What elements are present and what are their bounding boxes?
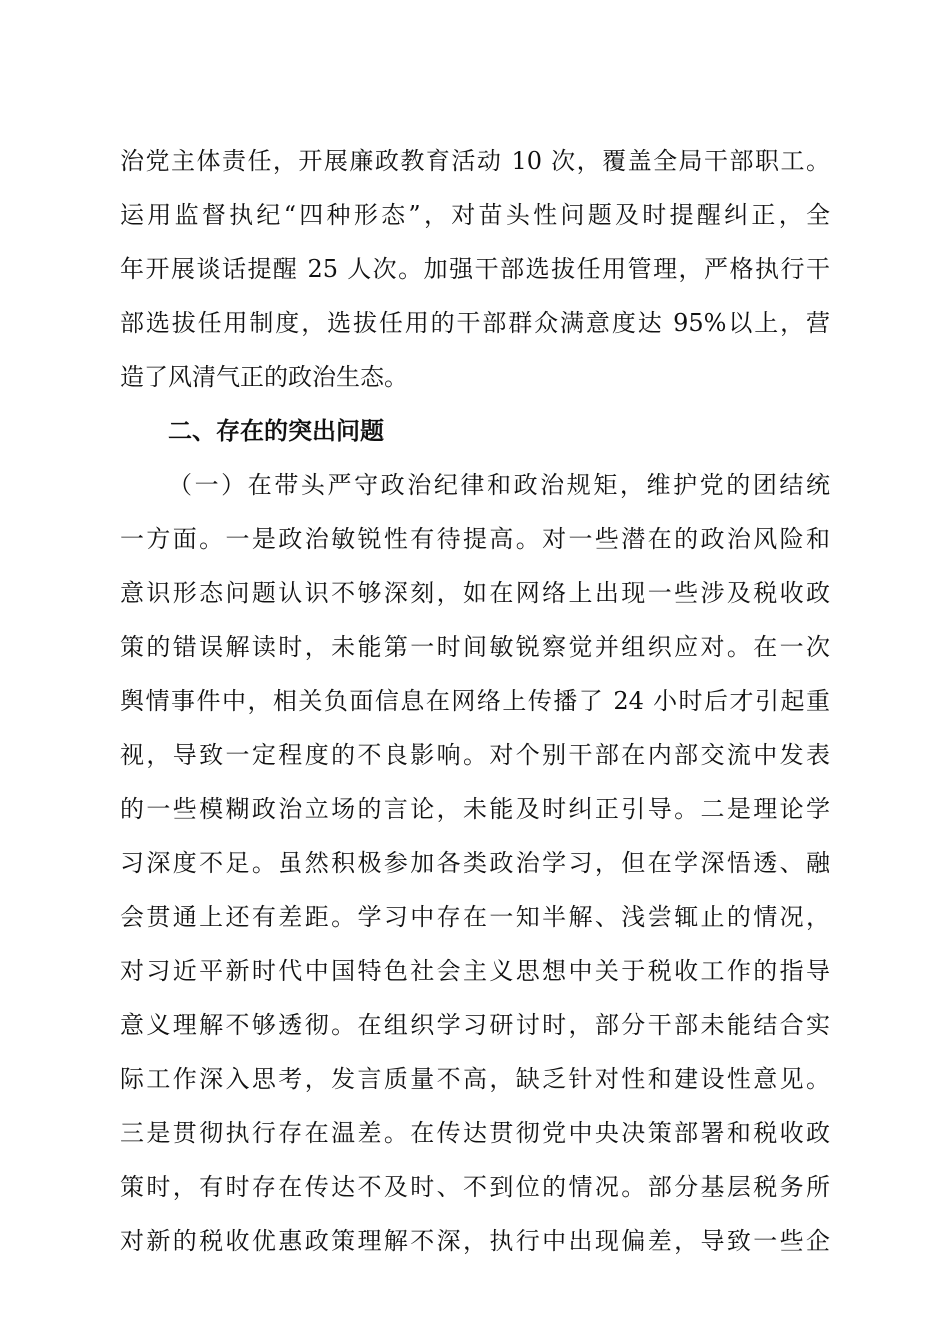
text-line: 视，导致一定程度的不良影响。对个别干部在内部交流中发表 — [120, 741, 830, 769]
text-line: 造了风清气正的政治生态。 — [120, 363, 408, 391]
text-line: 的一些模糊政治立场的言论，未能及时纠正引导。二是理论学 — [120, 795, 830, 823]
paragraph-accountability — [120, 134, 830, 404]
text-line: 策的错误解读时，未能第一时间敏锐察觉并组织应对。在一次 — [120, 633, 830, 661]
text-line: 年开展谈话提醒 25 人次。加强干部选拔任用管理，严格执行干 — [120, 255, 830, 283]
text-line: 习深度不足。虽然积极参加各类政治学习，但在学深悟透、融 — [120, 849, 830, 877]
document-body — [120, 134, 830, 1268]
paragraph-problems — [120, 458, 830, 1268]
text-line: 对新的税收优惠政策理解不深，执行中出现偏差，导致一些企 — [120, 1227, 830, 1255]
text-line: 治党主体责任，开展廉政教育活动 10 次，覆盖全局干部职工。 — [120, 147, 830, 175]
section-heading: 二、存在的突出问题 — [168, 416, 384, 445]
text-line: 部选拔任用制度，选拔任用的干部群众满意度达 95%以上，营 — [120, 309, 830, 337]
text-line: 会贯通上还有差距。学习中存在一知半解、浅尝辄止的情况， — [120, 903, 830, 931]
text-line: 三是贯彻执行存在温差。在传达贯彻党中央决策部署和税收政 — [120, 1119, 830, 1147]
text-line: 意义理解不够透彻。在组织学习研讨时，部分干部未能结合实 — [120, 1011, 830, 1039]
text-line: 策时，有时存在传达不及时、不到位的情况。部分基层税务所 — [120, 1173, 830, 1201]
text-line: 意识形态问题认识不够深刻，如在网络上出现一些涉及税收政 — [120, 579, 830, 607]
text-line: 一方面。一是政治敏锐性有待提高。对一些潜在的政治风险和 — [120, 525, 830, 553]
text-line: 运用监督执纪“四种形态”，对苗头性问题及时提醒纠正，全 — [120, 201, 830, 229]
text-line: 际工作深入思考，发言质量不高，缺乏针对性和建设性意见。 — [120, 1065, 830, 1093]
text-line: （一）在带头严守政治纪律和政治规矩，维护党的团结统 — [168, 471, 830, 499]
text-line: 对习近平新时代中国特色社会主义思想中关于税收工作的指导 — [120, 957, 830, 985]
text-line: 舆情事件中，相关负面信息在网络上传播了 24 小时后才引起重 — [120, 687, 830, 715]
